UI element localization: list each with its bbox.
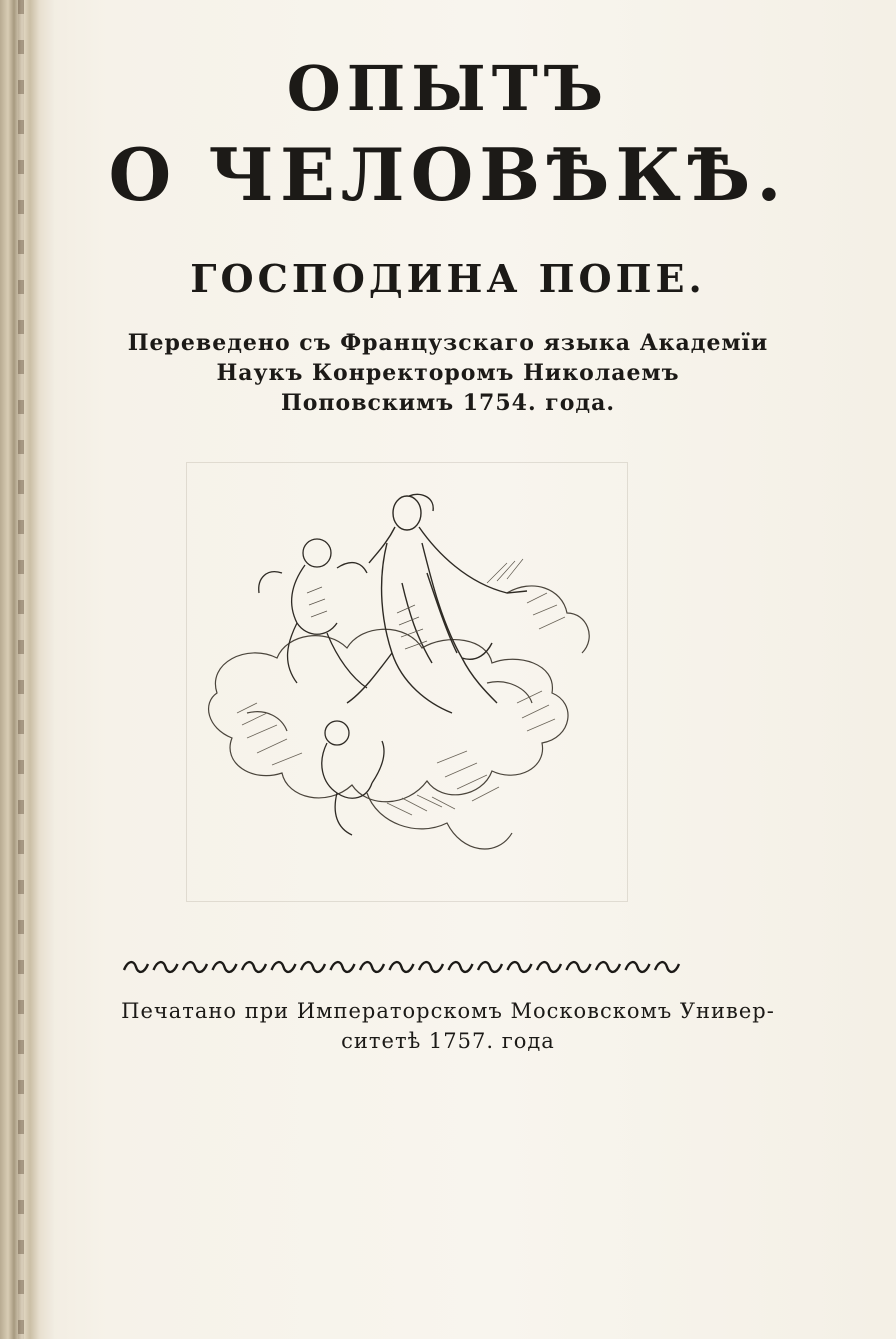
ornament-scroll	[596, 962, 620, 972]
translation-note	[60, 328, 836, 418]
ornament-scroll	[124, 962, 148, 972]
cloud-shapes	[209, 586, 590, 849]
lower-putto	[322, 721, 384, 835]
ornament-scroll	[390, 962, 414, 972]
ornament-scroll	[478, 962, 502, 972]
ornament-scroll	[213, 962, 237, 972]
title-line-2: О ЧЕЛОВѢКѢ.	[108, 132, 788, 217]
book-binding-edge	[0, 0, 54, 1339]
translation-line-3: Поповскимъ 1754. года.	[280, 390, 616, 416]
author-line: ГОСПОДИНА ПОПЕ.	[190, 256, 706, 301]
ornament-scroll	[508, 962, 532, 972]
title-line-1: ОПЫТЪ	[286, 52, 610, 125]
ornament-scroll	[360, 962, 384, 972]
imprint-note	[60, 996, 836, 1056]
ornament-scroll	[626, 962, 650, 972]
decorative-border-ornament	[116, 954, 686, 980]
figure-shading	[307, 559, 523, 649]
ornament-scroll	[242, 962, 266, 972]
ornament-scroll	[537, 962, 561, 972]
engraving-illustration	[186, 462, 628, 902]
ornament-scroll	[567, 962, 591, 972]
imprint-line-2: ситетѣ 1757. года	[341, 1029, 555, 1053]
ornament-scroll	[655, 962, 679, 972]
putto-figure	[259, 539, 367, 688]
cloud-hatching	[237, 593, 565, 815]
ornament-scroll	[154, 962, 178, 972]
ornament-scroll	[419, 962, 443, 972]
ornament-scroll	[331, 962, 355, 972]
translation-line-1: Переведено съ Французскаго языка Академїи	[127, 330, 769, 356]
ornament-scroll	[183, 962, 207, 972]
ornament-scroll	[449, 962, 473, 972]
imprint-line-1: Печатано при Императорскомъ Московскомъ Универ-	[121, 999, 775, 1023]
ornament-scroll	[272, 962, 296, 972]
draped-figure	[347, 494, 527, 713]
translation-line-2: Наукъ Конректоромъ Николаемъ	[216, 360, 680, 386]
ornament-scroll	[301, 962, 325, 972]
